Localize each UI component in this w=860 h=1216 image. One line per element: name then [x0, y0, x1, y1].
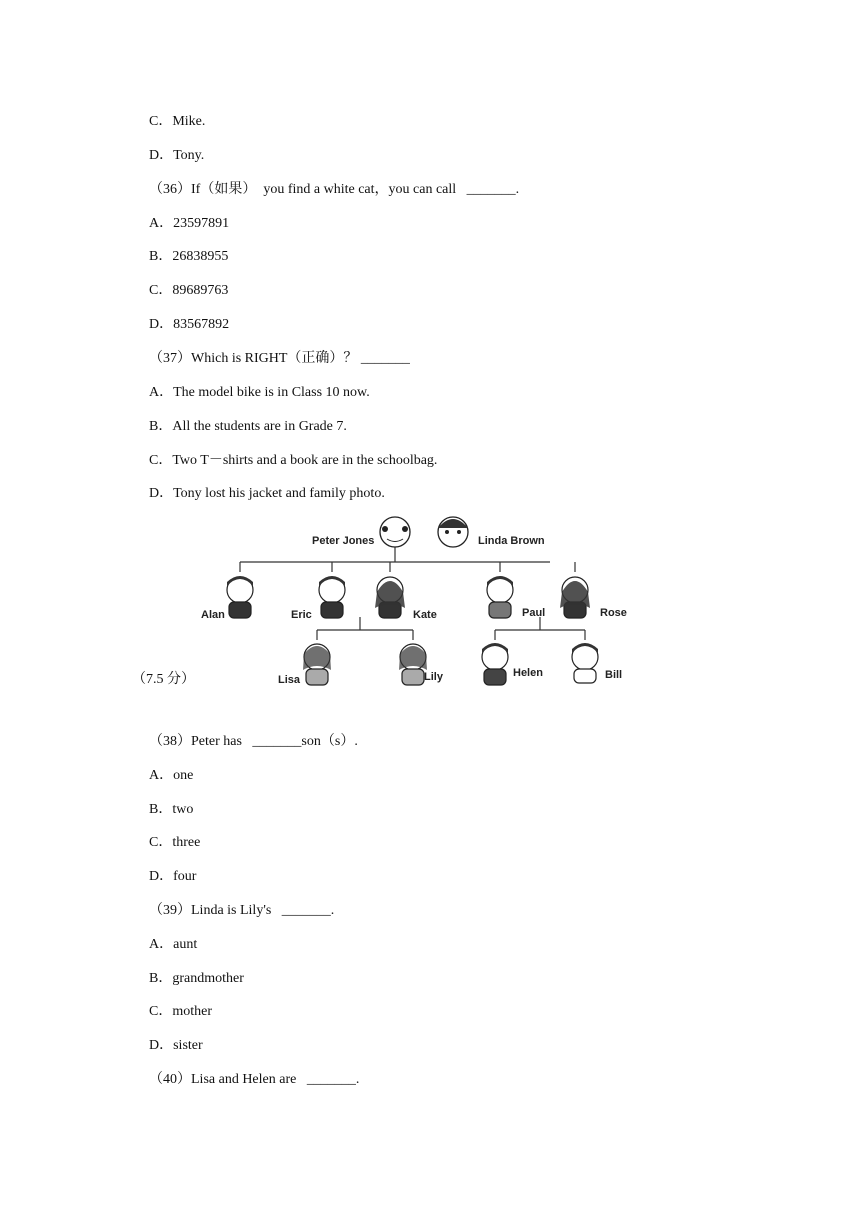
score-label: （7.5 分）: [132, 672, 195, 687]
tree-label-kate: Kate: [413, 609, 437, 621]
q35-option-d: D．Tony.: [149, 148, 205, 163]
q36-option-a: A．23597891: [149, 216, 230, 231]
tree-label-lily: Lily: [424, 671, 443, 683]
q36-stem: （36）If（如果） you find a white cat，you can call _______.: [149, 182, 520, 197]
tree-label-linda: Linda Brown: [478, 535, 545, 547]
q38-stem: （38）Peter has _______son（s）.: [149, 734, 358, 749]
q35-option-c: C．Mike.: [149, 114, 206, 129]
q38-option-c: C．three: [149, 835, 201, 850]
q36-option-b: B．26838955: [149, 249, 229, 264]
q36-option-c: C．89689763: [149, 283, 229, 298]
tree-label-bill: Bill: [605, 669, 623, 681]
grandfather-avatar: [380, 517, 410, 547]
q39-option-b: B．grandmother: [149, 971, 244, 986]
tree-label-lisa: Lisa: [278, 674, 301, 686]
tree-label-rose: Rose: [600, 607, 627, 619]
q37-stem: （37）Which is RIGHT（正确）？ _______: [149, 351, 410, 366]
tree-label-helen: Helen: [513, 667, 543, 679]
tree-label-paul: Paul: [522, 607, 546, 619]
q37-option-b: B．All the students are in Grade 7.: [149, 419, 347, 434]
q40-stem: （40）Lisa and Helen are _______.: [149, 1072, 360, 1087]
tree-label-peter: Peter Jones: [312, 535, 375, 547]
q39-option-d: D．sister: [149, 1038, 203, 1053]
q39-option-a: A．aunt: [149, 937, 198, 952]
q37-option-d: D．Tony lost his jacket and family photo.: [149, 486, 385, 501]
q38-option-b: B．two: [149, 802, 194, 817]
grandmother-avatar: [438, 517, 468, 547]
q36-option-d: D．83567892: [149, 317, 230, 332]
family-tree-diagram: [195, 512, 640, 690]
q38-option-a: A．one: [149, 768, 194, 783]
tree-label-alan: Alan: [201, 609, 225, 621]
q37-option-c: C．Two T－shirts and a book are in the schoolbag.: [149, 453, 438, 468]
q39-option-c: C．mother: [149, 1004, 212, 1019]
q37-option-a: A．The model bike is in Class 10 now.: [149, 385, 370, 400]
q39-stem: （39）Linda is Lily's _______.: [149, 903, 335, 918]
tree-label-eric: Eric: [291, 609, 312, 621]
q38-option-d: D．four: [149, 869, 197, 884]
